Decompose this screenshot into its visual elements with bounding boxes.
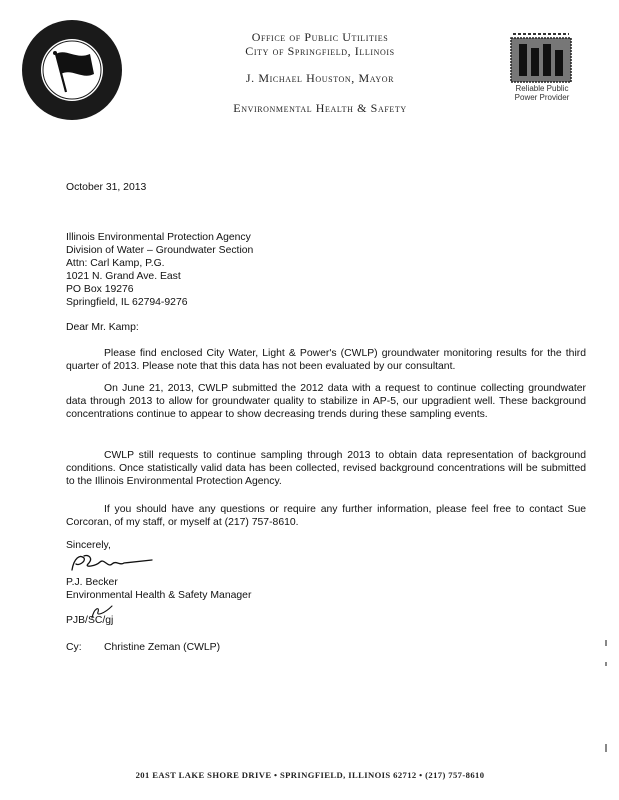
- body-paragraph-1: Please find enclosed City Water, Light & Power's (CWLP) groundwater monitoring results for the third quarter of 2013. Please note that this data has not been evaluated by our consultant.: [66, 348, 586, 372]
- salutation: Dear Mr. Kamp:: [66, 322, 139, 333]
- city-seal-logo: [20, 11, 199, 122]
- seal-ring-text: CITY OF SPRINGFIELD ILLINOIS: [20, 11, 199, 20]
- recipient-line: Illinois Environmental Protection Agency: [66, 232, 251, 243]
- signer-title: Environmental Health & Safety Manager: [66, 590, 252, 601]
- recipient-line: Attn: Carl Kamp, P.G.: [66, 258, 165, 269]
- letterhead-department: Environmental Health & Safety: [233, 101, 407, 115]
- recipient-line: Division of Water – Groundwater Section: [66, 245, 254, 256]
- closing: Sincerely,: [66, 540, 111, 551]
- body-paragraph-3: CWLP still requests to continue sampling through 2013 to obtain data representation of background conditions. Once statistically valid data has been collected, revised background concentrations will be submitted to the Illinois Environmental Protection Agency.: [66, 450, 586, 487]
- scan-edge-mark: [605, 744, 607, 752]
- scan-edge-mark: [605, 640, 607, 646]
- letterhead-city: City of Springfield, Illinois: [245, 44, 395, 58]
- footer-address: 201 EAST LAKE SHORE DRIVE • SPRINGFIELD, ILLINOIS 62712 • (217) 757-8610: [135, 770, 485, 780]
- cc-label: Cy:: [66, 642, 82, 653]
- body-paragraph-4: If you should have any questions or require any further information, please feel free to contact Sue Corcoran, of my staff, or myself at (217) 757-8610.: [66, 504, 586, 528]
- recipient-line: 1021 N. Grand Ave. East: [66, 271, 181, 282]
- letterhead-office: Office of Public Utilities: [251, 30, 389, 44]
- cc-recipient: Christine Zeman (CWLP): [104, 642, 221, 653]
- recipient-line: PO Box 19276: [66, 284, 134, 295]
- letter-date: October 31, 2013: [66, 182, 147, 193]
- signer-name: P.J. Becker: [66, 577, 118, 588]
- typist-initials: PJB/SC/gj: [66, 615, 114, 626]
- letterhead-mayor: J. Michael Houston, Mayor: [245, 71, 395, 85]
- scan-edge-mark: [605, 662, 607, 666]
- body-paragraph-2: On June 21, 2013, CWLP submitted the 2012 data with a request to continue collecting groundwater data through 2013 to allow for groundwater quality to stabilize in AP-5, our upgradient well. These background concentrations continue to appear to show decreasing trends during these sampling events.: [66, 383, 586, 420]
- recipient-line: Springfield, IL 62794-9276: [66, 297, 188, 308]
- logo-caption-line2: Power Provider: [514, 93, 570, 102]
- handwritten-signature: [66, 550, 156, 576]
- logo-caption-line1: Reliable Public: [515, 84, 569, 93]
